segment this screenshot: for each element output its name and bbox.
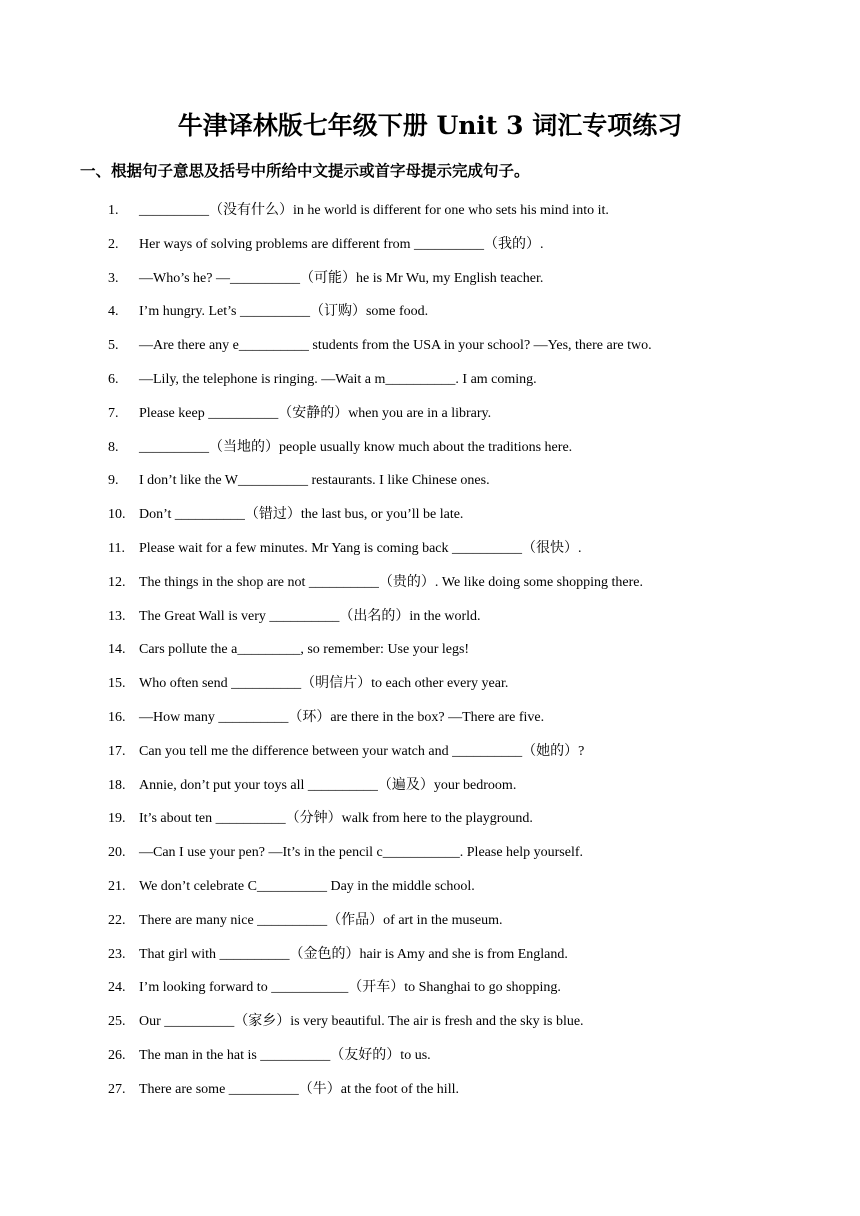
item-text: Cars pollute the a_________, so remember: Use your legs! [139,642,470,658]
item-number: 23. [108,946,126,962]
item-number: 19. [108,811,126,827]
page-title: 牛津译林版七年级下册 Unit 3 词汇专项练习 [177,111,683,140]
item-number: 24. [108,980,126,996]
item-text: Please wait for a few minutes. Mr Yang is coming back __________（很快）. [139,540,582,556]
item-number: 18. [108,777,126,793]
item-number: 21. [108,878,126,894]
list-item [0,604,860,638]
item-text: I’m looking forward to ___________（开车）to Shanghai to go shopping. [139,980,561,996]
list-item [0,198,860,232]
item-text: —Who’s he? —__________（可能）he is Mr Wu, my English teacher. [139,270,544,286]
list-item [0,705,860,739]
item-number: 3. [108,270,119,286]
item-text: __________（没有什么）in he world is different for one who sets his mind into it. [139,203,609,218]
item-text: Don’t __________（错过）the last bus, or you’ll be late. [139,507,464,523]
list-item [0,671,860,705]
item-text: Her ways of solving problems are different from __________（我的）. [139,236,544,252]
item-number: 8. [108,439,119,455]
item-text: There are some __________（牛）at the foot of the hill. [139,1081,459,1097]
item-text: The Great Wall is very __________（出名的）in the world. [139,608,481,624]
item-text: Who often send __________（明信片）to each other every year. [139,676,509,692]
item-number: 9. [108,473,119,489]
exercise-list [0,198,860,1111]
list-item [0,908,860,942]
list-item [0,773,860,807]
item-number: 20. [108,845,126,861]
item-text: —How many __________（环）are there in the box? —There are five. [139,709,545,725]
list-item [0,840,860,874]
list-item [0,502,860,536]
item-number: 2. [108,236,119,252]
list-item [0,435,860,469]
list-item [0,874,860,908]
item-text: The things in the shop are not __________（贵的）. We like doing some shopping there. [139,574,643,590]
list-item [0,637,860,671]
item-text: We don’t celebrate C__________ Day in the middle school. [139,878,475,894]
item-number: 10. [108,507,126,523]
list-item [0,266,860,300]
list-item [0,975,860,1009]
list-item [0,1009,860,1043]
item-number: 6. [108,371,119,387]
item-number: 26. [108,1047,126,1063]
list-item [0,232,860,266]
item-text: I’m hungry. Let’s __________（订购）some food. [139,304,429,320]
item-number: 16. [108,709,126,725]
item-text: Our __________（家乡）is very beautiful. The air is fresh and the sky is blue. [139,1014,584,1030]
item-text: —Are there any e__________ students from the USA in your school? —Yes, there are two. [139,338,652,354]
list-item [0,1077,860,1111]
section-heading: 一、根据句子意思及括号中所给中文提示或首字母提示完成句子。 [80,162,530,180]
list-item [0,468,860,502]
item-number: 1. [108,203,119,218]
item-number: 15. [108,676,126,692]
item-number: 5. [108,338,119,354]
item-number: 22. [108,912,126,928]
item-number: 17. [108,743,126,759]
item-number: 11. [108,540,125,556]
list-item [0,536,860,570]
item-text: —Lily, the telephone is ringing. —Wait a m__________. I am coming. [139,371,537,387]
list-item [0,806,860,840]
item-text: Can you tell me the difference between your watch and __________（她的）? [139,743,585,759]
item-number: 25. [108,1014,126,1030]
item-number: 27. [108,1081,126,1097]
list-item [0,739,860,773]
item-text: I don’t like the W__________ restaurants. I like Chinese ones. [139,473,490,489]
item-text: —Can I use your pen? —It’s in the pencil c___________. Please help yourself. [139,845,584,861]
item-text: Please keep __________（安静的）when you are in a library. [139,405,492,421]
item-number: 12. [108,574,126,590]
item-text: The man in the hat is __________（友好的）to us. [139,1047,431,1063]
item-number: 13. [108,608,126,624]
list-item [0,570,860,604]
list-item [0,299,860,333]
item-text: __________（当地的）people usually know much about the traditions here. [139,439,573,455]
item-text: Annie, don’t put your toys all __________（遍及）your bedroom. [139,777,517,793]
item-text: It’s about ten __________（分钟）walk from here to the playground. [139,811,533,827]
item-number: 4. [108,304,119,320]
item-text: There are many nice __________（作品）of art in the museum. [139,912,503,928]
list-item [0,367,860,401]
item-text: That girl with __________（金色的）hair is Amy and she is from England. [139,946,568,962]
list-item [0,942,860,976]
list-item [0,401,860,435]
list-item [0,1043,860,1077]
item-number: 14. [108,642,126,658]
list-item [0,333,860,367]
item-number: 7. [108,405,119,421]
